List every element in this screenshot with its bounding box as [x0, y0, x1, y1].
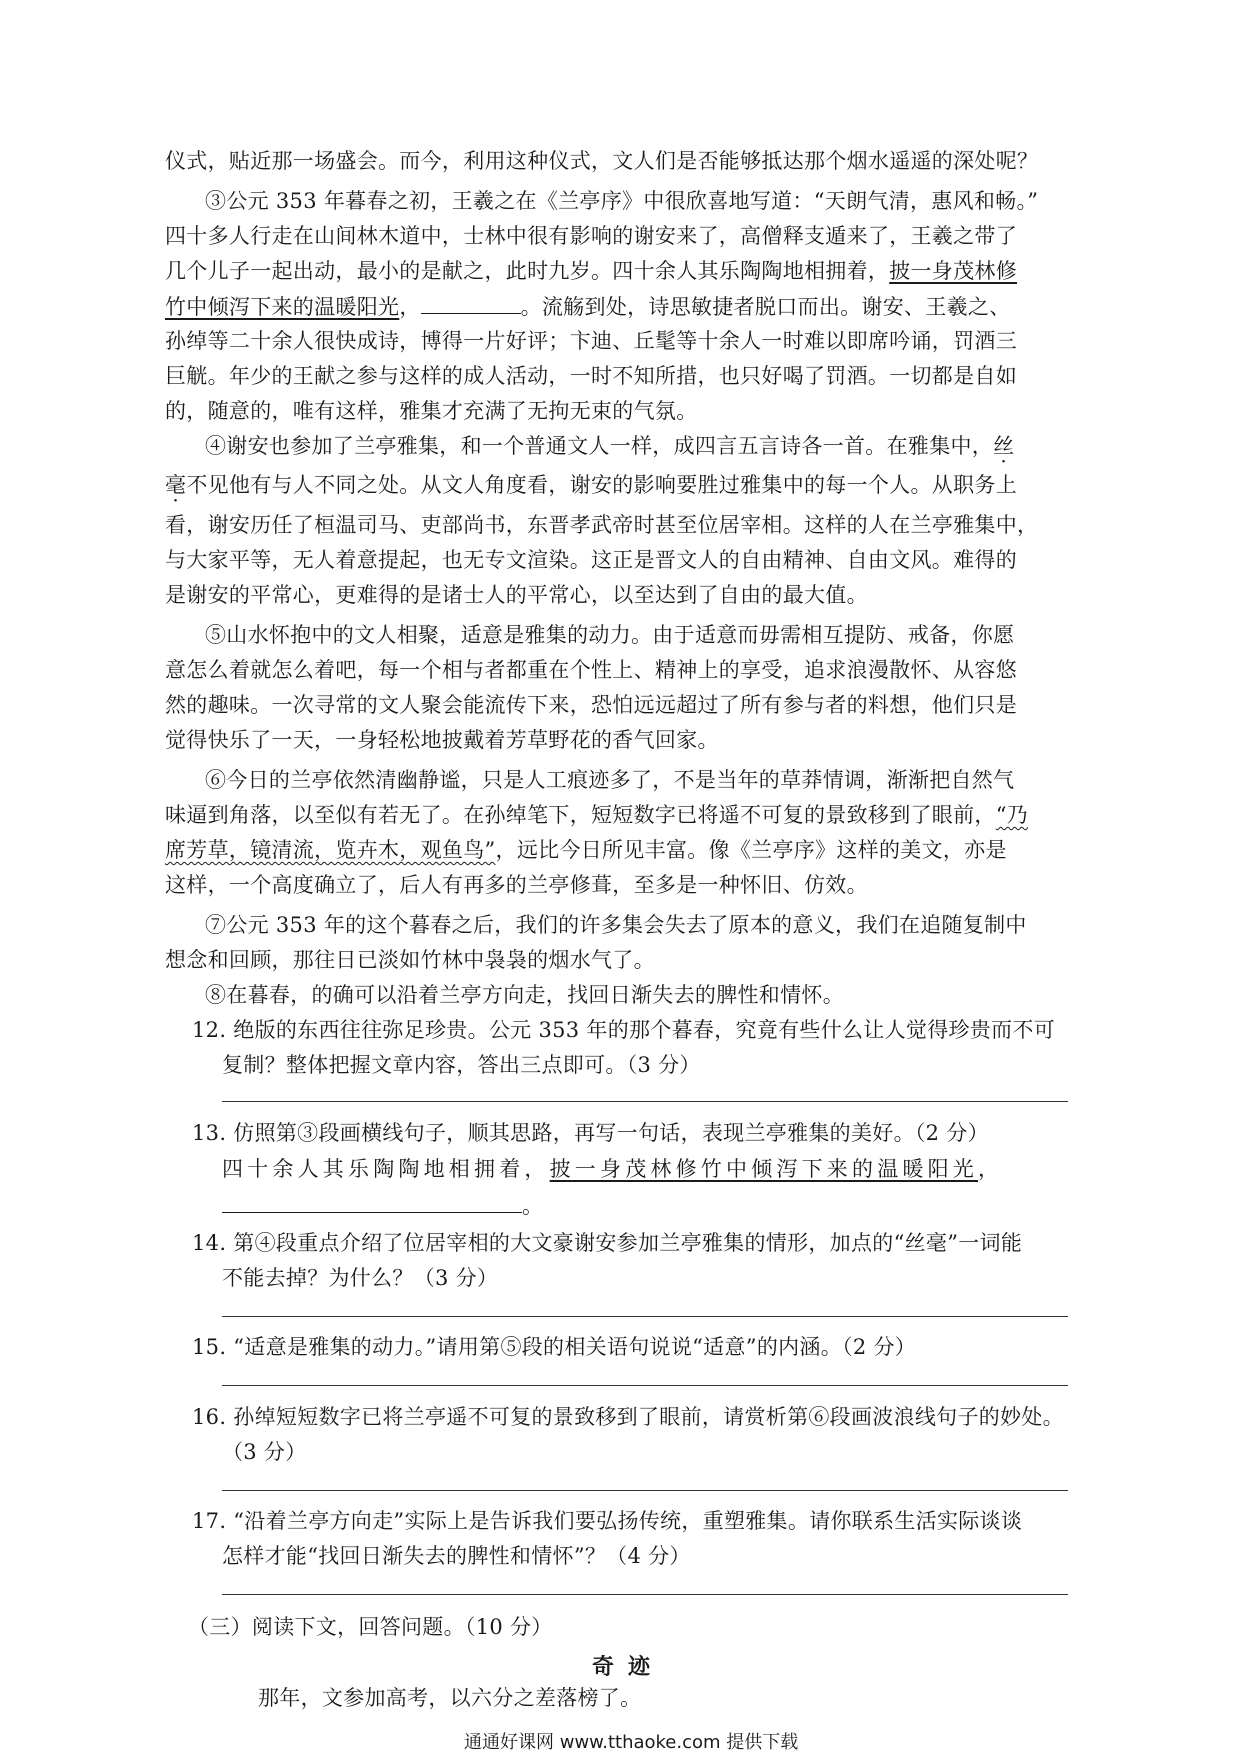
q14-line-1: 14. 第④段重点介绍了位居宰相的大文豪谢安参加兰亭雅集的情形，加点的“丝毫”一词能	[192, 1231, 1023, 1255]
p3-line-4-text: 。流觞到处，诗思敏捷者脱口而出。谢安、王羲之、	[520, 295, 1011, 319]
p4-line-5: 是谢安的平常心，更难得的是诸士人的平常心，以至达到了自由的最大值。	[165, 583, 868, 607]
page-footer: 通通好课网 www.tthaoke.com 提供下载	[464, 1732, 799, 1753]
q12-line-2: 复制？整体把握文章内容，答出三点即可。（3 分）	[222, 1053, 701, 1077]
p3-line-3-text: 几个儿子一起出动，最小的是献之，此时九岁。四十余人其乐陶陶地相拥着，	[165, 259, 890, 283]
p3-line-4	[165, 291, 1011, 322]
p3-line-7: 的，随意的，唯有这样，雅集才充满了无拘无束的气氛。	[165, 399, 698, 423]
q15-line-1: 15. “适意是雅集的动力。”请用第⑤段的相关语句说说“适意”的内涵。（2 分）	[192, 1335, 917, 1359]
story-title: 奇迹	[592, 1654, 665, 1680]
wavy-sentence-end: 席芳草，镜清流，览卉木，观鱼鸟”	[165, 838, 496, 862]
q13-line-3	[222, 1190, 543, 1221]
q12-line-1: 12. 绝版的东西往往弥足珍贵。公元 353 年的那个暮春，究竟有些什么让人觉得珍贵而不可	[192, 1018, 1056, 1042]
p4-line-2-text: 不见他有与人不同之处。从文人角度看，谢安的影响要胜过雅集中的每一个人。从职务上	[186, 473, 1018, 497]
story-first-line: 那年，文参加高考，以六分之差落榜了。	[258, 1686, 642, 1710]
q13-answer-blank[interactable]	[222, 1190, 522, 1213]
p5-line-1: ⑤山水怀抱中的文人相聚，适意是雅集的动力。由于适意而毋需相互提防、戒备，你愿	[205, 623, 1015, 647]
p6-line-2	[165, 800, 1028, 830]
p6-line-4: 这样，一个高度确立了，后人有再多的兰亭修葺，至多是一种怀旧、仿效。	[165, 873, 868, 897]
q14-answer-line[interactable]	[222, 1316, 1068, 1317]
p7-line-2: 想念和回顾，那往日已淡如竹林中袅袅的烟水气了。	[165, 948, 655, 972]
p3-line-2: 四十多人行走在山间林木道中，士林中很有影响的谢安来了，高僧释支遁来了，王羲之带了	[165, 224, 1017, 248]
q16-line-2: （3 分）	[222, 1440, 307, 1464]
p3-line-6: 巨觥。年少的王献之参与这样的成人活动，一时不知所措，也只好喝了罚酒。一切都是自如	[165, 364, 1017, 388]
p4-line-1-text: ④谢安也参加了兰亭雅集，和一个普通文人一样，成四言五言诗各一首。在雅集中，	[205, 434, 994, 458]
p4-line-3: 看，谢安历任了桓温司马、吏部尚书，东晋孝武帝时甚至位居宰相。这样的人在兰亭雅集中，	[165, 513, 1039, 537]
p5-line-2: 意怎么着就怎么着吧，每一个相与者都重在个性上、精神上的享受，追求浪漫散怀、从容悠	[165, 658, 1017, 682]
p3-line-3	[165, 256, 1017, 286]
section3-header: （三）阅读下文，回答问题。（10 分）	[188, 1615, 553, 1639]
comma: ，	[978, 1157, 1004, 1181]
p3-line-5: 孙绰等二十余人很快成诗，博得一片好评；卞迪、丘髦等十余人一时难以即席吟诵，罚酒三	[165, 329, 1017, 353]
p3-line-1: ③公元 353 年暮春之初，王羲之在《兰亭序》中很欣喜地写道：“天朗气清，惠风和畅。”	[205, 189, 1039, 213]
p4-line-2	[165, 470, 1017, 500]
q12-answer-line[interactable]	[222, 1101, 1068, 1102]
p4-line-4: 与大家平等，无人着意提起，也无专文渲染。这正是晋文人的自由精神、自由文风。难得的	[165, 548, 1017, 572]
q17-line-1: 17. “沿着兰亭方向走”实际上是告诉我们要弘扬传统，重塑雅集。请你联系生活实际谈谈	[192, 1509, 1023, 1533]
q17-line-2: 怎样才能“找回日渐失去的脾性和情怀”？（4 分）	[222, 1544, 691, 1568]
wavy-sentence-start: “乃	[995, 803, 1029, 827]
p8-line: ⑧在暮春，的确可以沿着兰亭方向走，找回日渐失去的脾性和情怀。	[205, 983, 844, 1007]
passage-intro-line: 仪式，贴近那一场盛会。而今，利用这种仪式，文人们是否能够抵达那个烟水遥遥的深处呢？	[165, 149, 1039, 173]
dotted-char-si: 丝	[993, 434, 1015, 458]
q16-answer-line[interactable]	[222, 1490, 1068, 1491]
p6-line-3	[165, 835, 1007, 865]
q16-line-1: 16. 孙绰短短数字已将兰亭遥不可复的景致移到了眼前，请赏析第⑥段画波浪线句子的妙处。	[192, 1405, 1064, 1429]
period: 。	[522, 1194, 544, 1218]
underlined-sentence-end: 竹中倾泻下来的温暖阳光	[165, 295, 400, 319]
p5-line-4: 觉得快乐了一天，一身轻松地披戴着芳草野花的香气回家。	[165, 728, 719, 752]
underlined-sentence-start: 披一身茂林修	[889, 259, 1018, 283]
q13-line-2-text: 四十余人其乐陶陶地相拥着，	[222, 1157, 550, 1181]
dotted-char-hao: 毫	[165, 473, 187, 497]
q13-line-1: 13. 仿照第③段画横线句子，顺其思路，再写一句话，表现兰亭雅集的美好。（2 分）	[192, 1121, 989, 1145]
p6-line-2-text: 味逼到角落，以至似有若无了。在孙绰笔下，短短数字已将遥不可复的景致移到了眼前，	[165, 803, 996, 827]
q15-answer-line[interactable]	[222, 1385, 1068, 1386]
q13-line-2	[222, 1154, 1003, 1184]
q13-underlined-sentence: 披一身茂林修竹中倾泻下来的温暖阳光	[549, 1157, 979, 1181]
q17-answer-line[interactable]	[222, 1594, 1068, 1595]
comma: ，	[399, 295, 421, 319]
q14-line-2: 不能去掉？为什么？（3 分）	[222, 1266, 499, 1290]
p5-line-3: 然的趣味。一次寻常的文人聚会能流传下来，恐怕远远超过了所有参与者的料想，他们只是	[165, 693, 1017, 717]
p7-line-1: ⑦公元 353 年的这个暮春之后，我们的许多集会失去了原本的意义，我们在追随复制中	[205, 913, 1027, 937]
p6-line-1: ⑥今日的兰亭依然清幽静谧，只是人工痕迹多了，不是当年的草莽情调，渐渐把自然气	[205, 768, 1015, 792]
p4-line-1	[205, 431, 1014, 461]
answer-blank[interactable]	[421, 291, 521, 314]
p6-line-3-text: ，远比今日所见丰富。像《兰亭序》这样的美文，亦是	[495, 838, 1007, 862]
